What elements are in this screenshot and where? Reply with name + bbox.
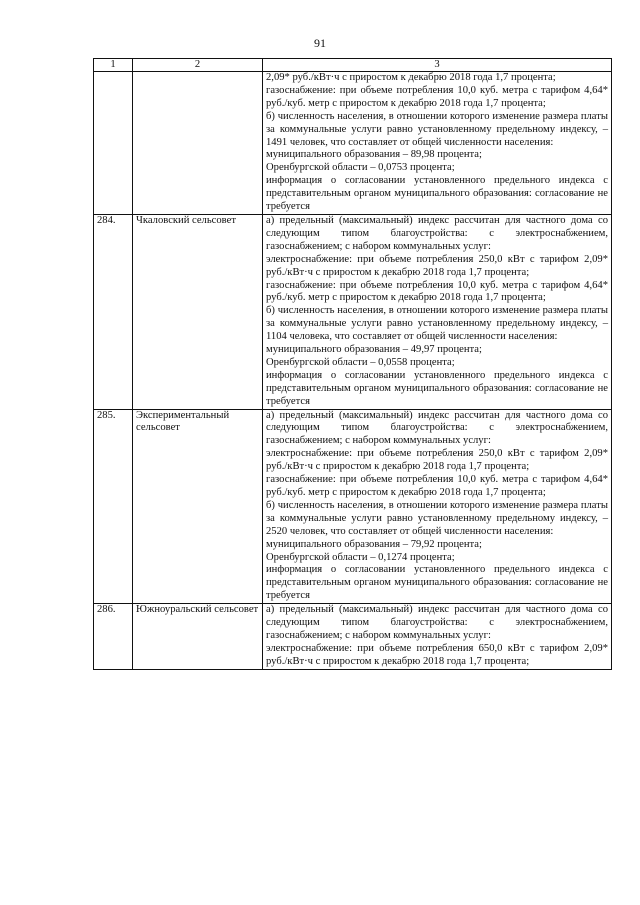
description-line: муниципального образования – 89,98 процента;	[266, 149, 482, 161]
description-line: б) численность населения, в отношении которого изменение размера платы за коммунальные услуги равно установленному предельному индексу, – 1491 человек, что составляет от общей численности населения:	[266, 110, 608, 148]
row-number: 285.	[94, 409, 133, 604]
description-line: б) численность населения, в отношении которого изменение размера платы за коммунальные услуги равно установленному предельному индексу, – 2520 человек, что составляет от общей численности населения:	[266, 499, 608, 537]
description-line: Оренбургской области – 0,0558 процента;	[266, 356, 455, 368]
page-number: 91	[314, 36, 326, 50]
description-line: газоснабжение: при объеме потребления 10,0 куб. метра с тарифом 4,64* руб./куб. метр с приростом к декабрю 2018 года 1,7 процента;	[266, 279, 608, 304]
index-description	[263, 72, 612, 215]
description-line: б) численность населения, в отношении которого изменение размера платы за коммунальные услуги равно установленному предельному индексу, – 1104 человека, что составляет от общей численности населения:	[266, 305, 608, 343]
description-line: электроснабжение: при объеме потребления 650,0 кВт с тарифом 2,09* руб./кВт·ч с приростом к декабрю 2018 года 1,7 процента;	[266, 642, 608, 667]
table-row	[94, 72, 612, 215]
description-line: а) предельный (максимальный) индекс рассчитан для частного дома со следующим типом благоустройства: с электроснабжением, газоснабжением; с набором коммунальных услуг:	[266, 409, 608, 447]
description-line: информация о согласовании установленного предельного индекса с представительным органом муниципального образования: согласование не требуется	[266, 175, 608, 213]
table-header-row	[94, 59, 612, 72]
description-line: муниципального образования – 79,92 процента;	[266, 538, 482, 550]
description-line: муниципального образования – 49,97 процента;	[266, 344, 482, 356]
municipality-name: Южноуральский сельсовет	[133, 604, 263, 670]
description-line: газоснабжение: при объеме потребления 10,0 куб. метра с тарифом 4,64* руб./куб. метр с приростом к декабрю 2018 года 1,7 процента;	[266, 84, 608, 109]
description-line: электроснабжение: при объеме потребления 250,0 кВт с тарифом 2,09* руб./кВт·ч с приростом к декабрю 2018 года 1,7 процента;	[266, 448, 608, 473]
header-col-1: 1	[94, 59, 133, 72]
row-number	[94, 72, 133, 215]
table-row	[94, 409, 612, 604]
municipality-name: Экспериментальный сельсовет	[133, 409, 263, 604]
description-line: Оренбургской области – 0,0753 процента;	[266, 162, 455, 174]
description-line: информация о согласовании установленного предельного индекса с представительным органом муниципального образования: согласование не требуется	[266, 369, 608, 407]
description-line: информация о согласовании установленного предельного индекса с представительным органом муниципального образования: согласование не требуется	[266, 564, 608, 602]
row-number: 286.	[94, 604, 133, 670]
municipal-index-table	[93, 58, 612, 670]
description-line: газоснабжение: при объеме потребления 10,0 куб. метра с тарифом 4,64* руб./куб. метр с приростом к декабрю 2018 года 1,7 процента;	[266, 474, 608, 498]
municipality-name: Чкаловский сельсовет	[133, 214, 263, 409]
index-description	[263, 409, 612, 604]
index-description	[263, 214, 612, 409]
municipality-name	[133, 72, 263, 215]
index-description	[263, 604, 612, 670]
table-row	[94, 214, 612, 409]
header-col-3: 3	[263, 59, 612, 72]
description-line: электроснабжение: при объеме потребления 250,0 кВт с тарифом 2,09* руб./кВт·ч с приростом к декабрю 2018 года 1,7 процента;	[266, 253, 608, 278]
description-line: а) предельный (максимальный) индекс рассчитан для частного дома со следующим типом благоустройства: с электроснабжением, газоснабжением; с набором коммунальных услуг:	[266, 214, 608, 252]
description-line: а) предельный (максимальный) индекс рассчитан для частного дома со следующим типом благоустройства: с электроснабжением, газоснабжением; с набором коммунальных услуг:	[266, 604, 608, 641]
table-row	[94, 604, 612, 670]
header-col-2: 2	[133, 59, 263, 72]
description-line: Оренбургской области – 0,1274 процента;	[266, 551, 455, 563]
description-line: 2,09* руб./кВт·ч с приростом к декабрю 2018 года 1,7 процента;	[266, 72, 556, 83]
row-number: 284.	[94, 214, 133, 409]
